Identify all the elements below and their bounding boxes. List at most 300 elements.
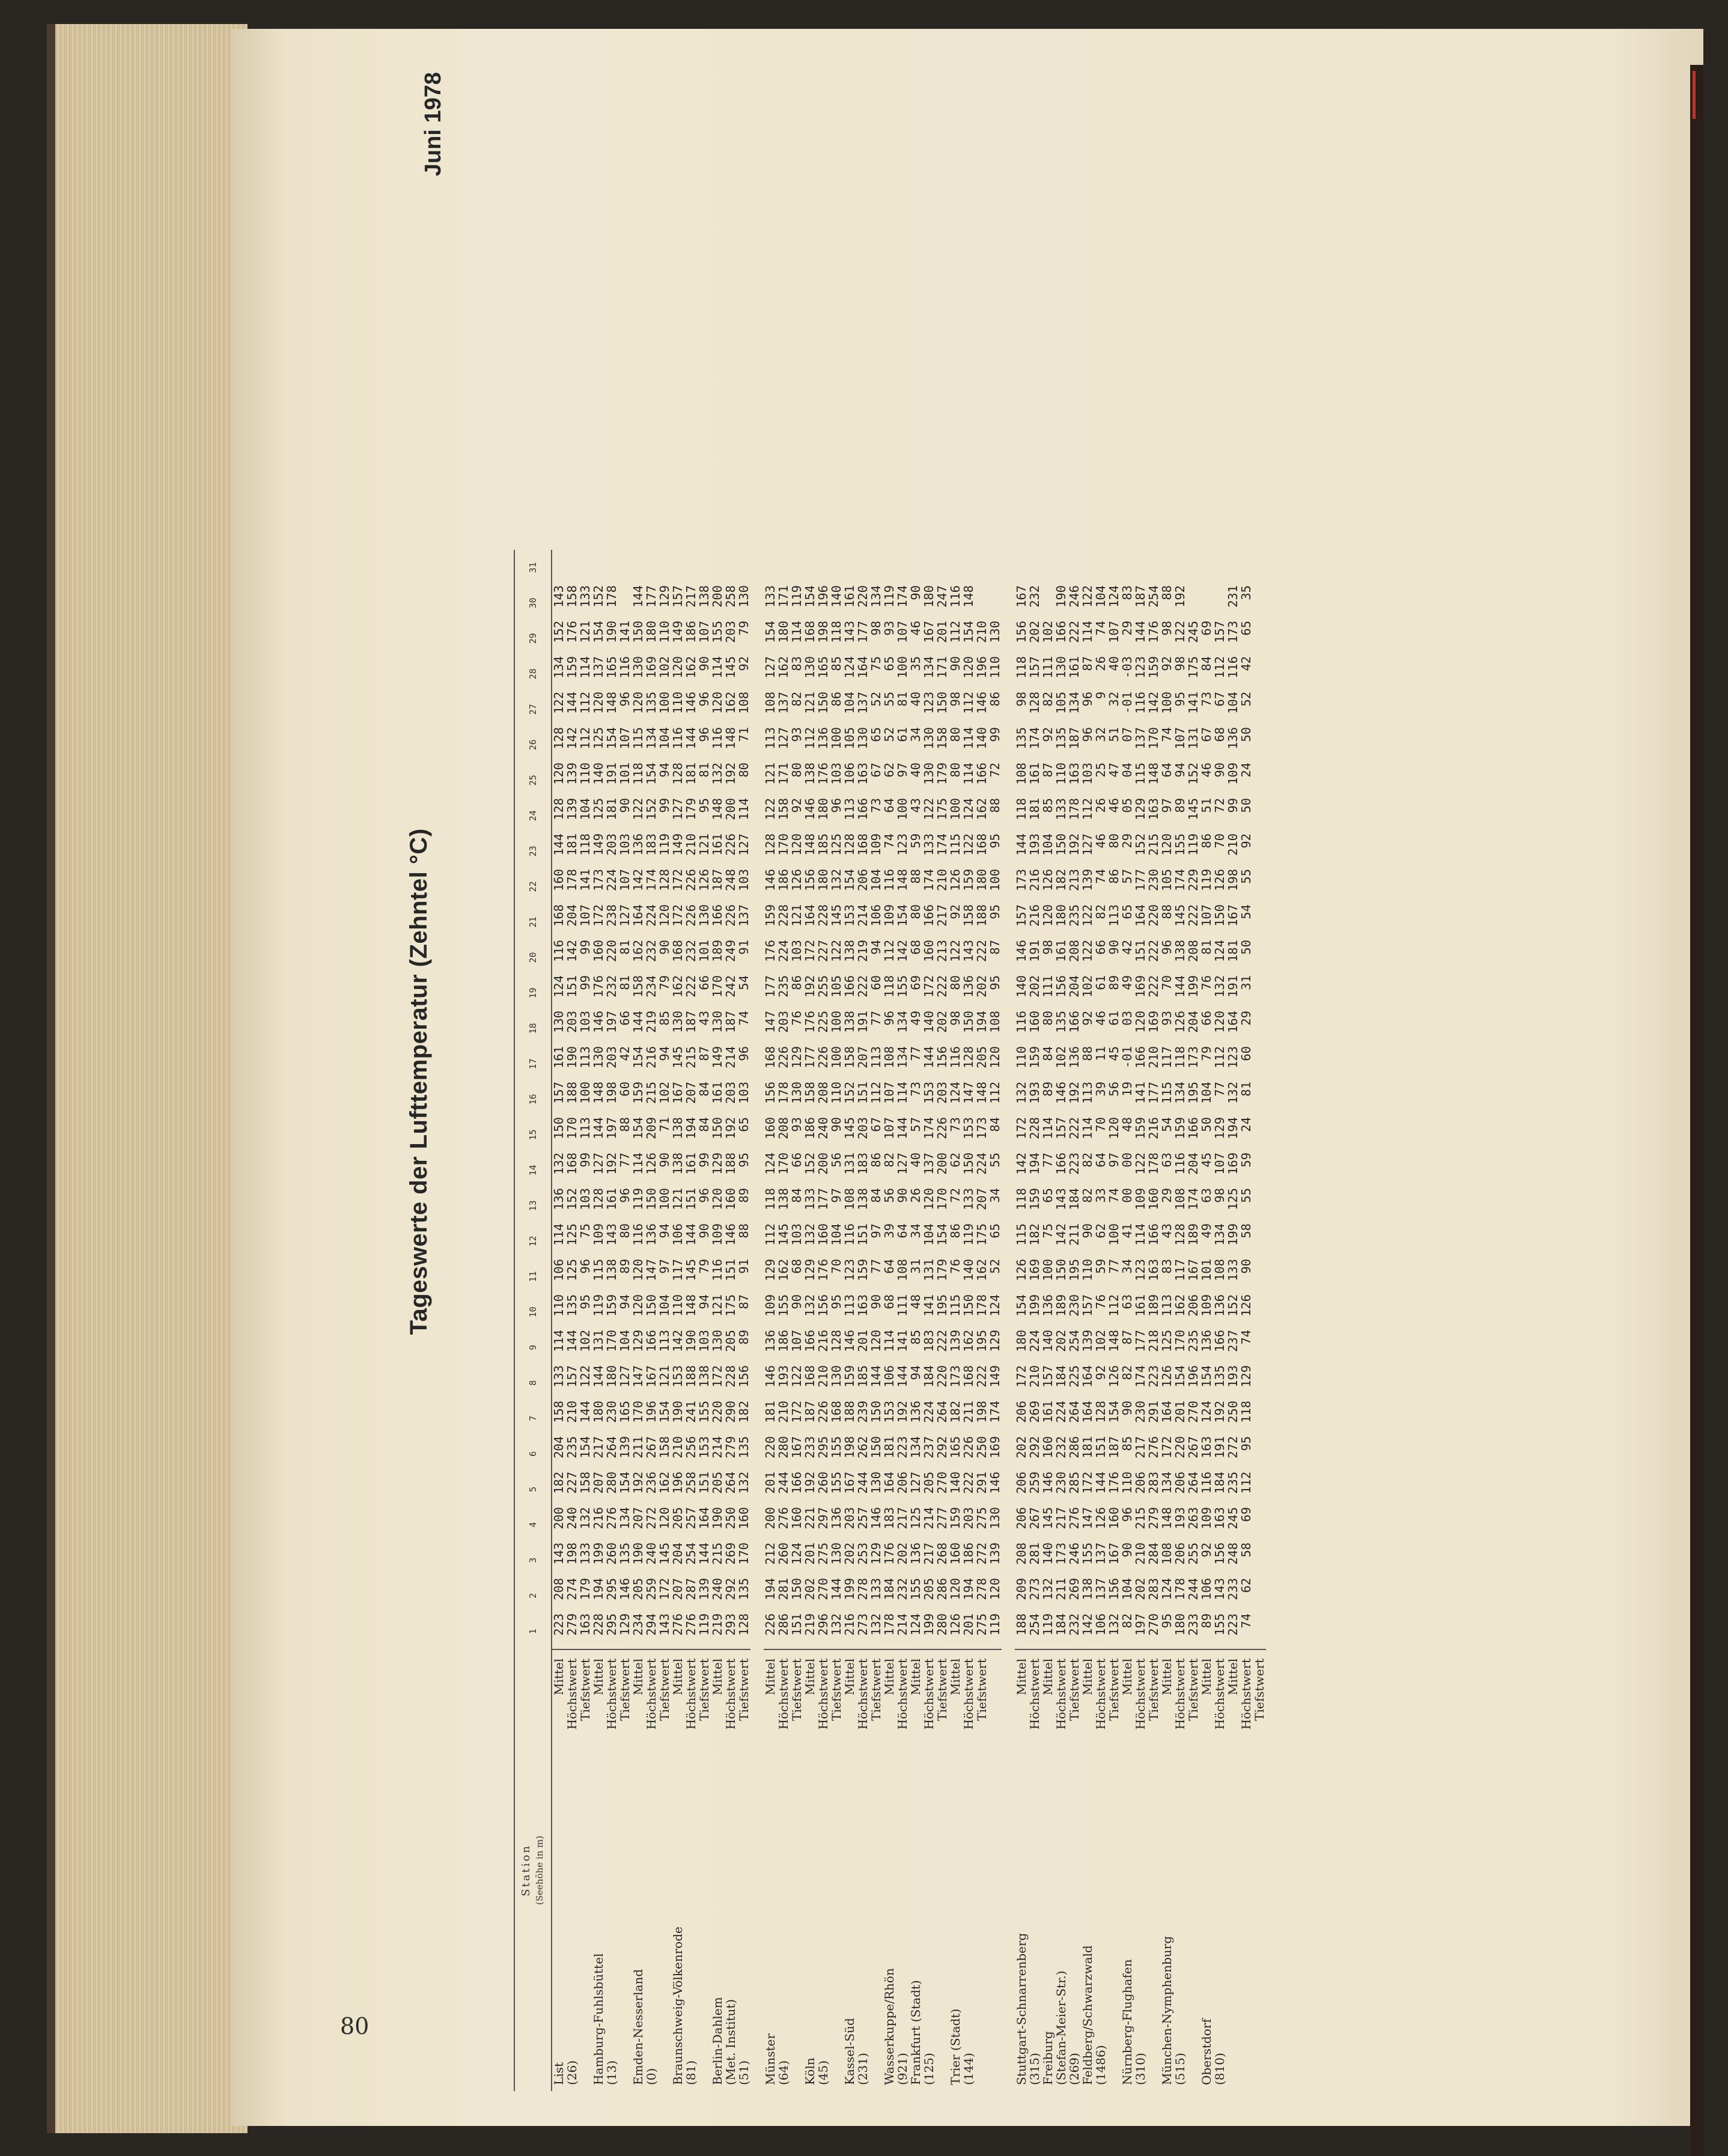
temperature-cell: 245 <box>1226 1507 1240 1530</box>
temperature-cell: 154 <box>631 1117 645 1140</box>
temperature-cell <box>1253 1153 1266 1188</box>
temperature-cell: 175 <box>723 1294 738 1317</box>
temperature-cell: -01 <box>1120 692 1134 714</box>
temperature-cell: 100 <box>829 1046 844 1069</box>
temperature-cell: 146 <box>842 1330 857 1353</box>
temperature-cell: 176 <box>1146 621 1161 644</box>
temperature-cell: 134 <box>552 656 566 679</box>
temperature-cell: 156 <box>1107 1578 1121 1601</box>
temperature-cell: 81 <box>895 692 910 707</box>
temperature-cell: 197 <box>604 1117 619 1140</box>
temperature-cell: 154 <box>1107 1401 1121 1424</box>
temperature-cell: 46 <box>1199 763 1214 778</box>
temperature-cell: 148 <box>710 798 725 821</box>
temperature-cell: 84 <box>789 1188 804 1203</box>
temperature-cell: 152 <box>565 1188 579 1211</box>
temperature-cell: 244 <box>776 1472 791 1494</box>
temperature-cell: 190 <box>631 1542 645 1565</box>
temperature-cell: 92 <box>948 904 963 919</box>
temperature-cell: 154 <box>935 1223 949 1246</box>
temperature-cell: 210 <box>1226 833 1240 856</box>
temperature-cell: 157 <box>1041 1365 1055 1388</box>
temperature-cell: 50 <box>1239 798 1253 813</box>
temperature-cell: 142 <box>631 869 645 892</box>
temperature-cell: 112 <box>803 727 817 750</box>
temperature-cell: 160 <box>723 1188 738 1211</box>
station-cell <box>935 1773 949 2091</box>
temperature-cell <box>1253 621 1266 656</box>
temperature-cell: 136 <box>908 1542 923 1565</box>
temperature-cell: 192 <box>895 1401 910 1424</box>
temperature-cell: 295 <box>604 1578 619 1601</box>
temperature-cell: 97 <box>657 1259 672 1274</box>
value-type-cell: Mittel <box>803 1649 817 1773</box>
temperature-cell: 198 <box>842 1436 857 1459</box>
temperature-cell: 151 <box>697 1472 711 1494</box>
temperature-cell: 177 <box>1133 869 1148 892</box>
temperature-cell: 116 <box>1199 1472 1214 1494</box>
temperature-cell <box>962 550 975 585</box>
temperature-cell: 267 <box>1027 1507 1042 1530</box>
temperature-cell: 95 <box>988 975 1002 990</box>
temperature-cell: 106 <box>869 904 883 927</box>
temperature-cell: 161 <box>710 833 725 856</box>
temperature-cell: 48 <box>908 1294 923 1309</box>
table-row <box>1213 550 1226 2091</box>
temperature-cell: 210 <box>975 621 989 644</box>
temperature-cell: 50 <box>1239 727 1253 742</box>
temperature-cell: 160 <box>922 940 936 963</box>
temperature-cell <box>1187 585 1200 621</box>
temperature-cell: 276 <box>776 1507 791 1530</box>
table-row <box>764 550 777 2091</box>
temperature-cell: 124 <box>842 656 857 679</box>
temperature-cell: 128 <box>1173 1223 1187 1246</box>
temperature-cell: 186 <box>776 1330 791 1353</box>
temperature-cell: 07 <box>1120 727 1134 742</box>
temperature-cell: 146 <box>1054 1082 1068 1104</box>
temperature-cell: 216 <box>1027 869 1042 892</box>
temperature-cell: 154 <box>1014 1294 1029 1317</box>
temperature-cell: 122 <box>789 1365 804 1388</box>
temperature-cell: 155 <box>710 621 725 644</box>
temperature-cell: 145 <box>723 656 738 679</box>
temperature-cell: 189 <box>1146 1294 1161 1317</box>
temperature-cell: 67 <box>869 1117 883 1132</box>
temperature-cell: 54 <box>1239 904 1253 919</box>
temperature-cell: 126 <box>1014 1259 1029 1282</box>
temperature-cell: 180 <box>922 585 936 608</box>
temperature-cell: 104 <box>1094 585 1108 608</box>
temperature-cell: 76 <box>948 1259 963 1274</box>
temperature-cell: 129 <box>763 1259 777 1282</box>
temperature-cell: 74 <box>1107 1188 1121 1203</box>
temperature-cell: 187 <box>710 869 725 892</box>
temperature-cell: 207 <box>631 1507 645 1530</box>
temperature-cell: 144 <box>631 585 645 608</box>
temperature-cell: 126 <box>1041 869 1055 892</box>
temperature-cell: 102 <box>1041 621 1055 644</box>
temperature-cell: 234 <box>631 1613 645 1636</box>
temperature-cell: 180 <box>816 798 830 821</box>
temperature-cell: 177 <box>856 621 870 644</box>
temperature-cell: 191 <box>1212 1436 1227 1459</box>
temperature-cell: 145 <box>829 904 844 927</box>
temperature-cell: 103 <box>578 1188 592 1211</box>
temperature-cell: 82 <box>1120 1365 1134 1380</box>
temperature-cell <box>1213 585 1226 621</box>
temperature-cell: 206 <box>1014 1472 1029 1494</box>
temperature-cell: 156 <box>1014 621 1029 644</box>
temperature-cell: 247 <box>935 585 949 608</box>
temperature-cell: 93 <box>882 621 896 636</box>
temperature-cell: 129 <box>869 1542 883 1565</box>
temperature-cell: 133 <box>1054 798 1068 821</box>
temperature-cell: 184 <box>1067 1188 1082 1211</box>
temperature-cell <box>1107 550 1121 585</box>
temperature-cell: 228 <box>1027 1117 1042 1140</box>
temperature-cell: 89 <box>737 1188 751 1203</box>
temperature-cell: 210 <box>1027 1365 1042 1388</box>
table-row <box>883 550 896 2091</box>
temperature-cell: 182 <box>1054 869 1068 892</box>
temperature-cell: 119 <box>631 1188 645 1211</box>
table-row <box>869 550 883 2091</box>
temperature-cell: 184 <box>1212 1472 1227 1494</box>
temperature-cell: 132 <box>737 1472 751 1494</box>
temperature-cell: 35 <box>1239 585 1253 600</box>
temperature-cell: 158 <box>961 904 976 927</box>
temperature-cell: 182 <box>948 1401 963 1424</box>
temperature-cell: 128 <box>829 1330 844 1353</box>
temperature-cell <box>975 585 988 621</box>
temperature-cell: 97 <box>895 763 910 778</box>
station-cell: List <box>552 2062 566 2085</box>
temperature-cell: 120 <box>869 1330 883 1353</box>
temperature-cell: 98 <box>1173 656 1187 671</box>
temperature-cell: 148 <box>604 692 619 714</box>
temperature-cell: 130 <box>552 1011 566 1034</box>
temperature-cell: 151 <box>684 1188 698 1211</box>
temperature-cell: 66 <box>789 1153 804 1168</box>
temperature-cell: 62 <box>882 763 896 778</box>
temperature-cell: 130 <box>697 904 711 927</box>
temperature-cell: 209 <box>644 1117 659 1140</box>
temperature-cell: 94 <box>657 1046 672 1061</box>
group-spacer <box>1002 550 1015 2091</box>
temperature-cell: 158 <box>657 1436 672 1459</box>
temperature-cell: 193 <box>1226 1365 1240 1388</box>
temperature-cell: 98 <box>869 621 883 636</box>
table-row <box>1094 550 1107 2091</box>
temperature-cell <box>830 550 843 585</box>
temperature-cell: 140 <box>948 1472 963 1494</box>
header-row <box>514 550 552 2091</box>
temperature-cell: 87 <box>737 1294 751 1309</box>
temperature-cell <box>909 550 922 585</box>
temperature-cell: 270 <box>935 1472 949 1494</box>
temperature-cell: 155 <box>1212 1613 1227 1636</box>
temperature-cell: 73 <box>948 1117 963 1132</box>
temperature-cell: 137 <box>776 692 791 714</box>
temperature-cell: 92 <box>1094 1365 1108 1380</box>
temperature-cell: 114 <box>710 656 725 679</box>
temperature-cell: 198 <box>816 621 830 644</box>
temperature-cell: 96 <box>1080 692 1095 707</box>
value-type-cell <box>988 1649 1002 1773</box>
temperature-cell: 83 <box>1160 1259 1174 1274</box>
temperature-cell: 196 <box>975 656 989 679</box>
temperature-cell: 76 <box>789 1011 804 1026</box>
station-cell <box>869 1773 883 2091</box>
temperature-cell: 166 <box>1133 1046 1148 1069</box>
temperature-cell: 215 <box>644 1082 659 1104</box>
table-row <box>803 550 817 2091</box>
temperature-cell: 176 <box>591 975 606 998</box>
temperature-cell: 178 <box>975 1294 989 1317</box>
temperature-cell <box>579 550 592 585</box>
temperature-cell: 152 <box>552 621 566 644</box>
temperature-cell: 90 <box>657 1153 672 1168</box>
temperature-cell: 144 <box>895 1117 910 1140</box>
temperature-cell: 167 <box>1107 1542 1121 1565</box>
temperature-cell: 235 <box>1226 1472 1240 1494</box>
temperature-cell: 58 <box>1239 1223 1253 1238</box>
temperature-cell: 154 <box>657 1401 672 1424</box>
temperature-cell: 155 <box>829 1472 844 1494</box>
temperature-cell: 211 <box>631 1436 645 1459</box>
temperature-cell: 68 <box>882 1294 896 1309</box>
temperature-cell: 55 <box>882 692 896 707</box>
temperature-cell: 150 <box>789 1578 804 1601</box>
temperature-cell: 120 <box>710 1188 725 1211</box>
temperature-cell: 34 <box>908 727 923 742</box>
temperature-cell: 195 <box>1186 1082 1200 1104</box>
temperature-cell: 139 <box>565 798 579 821</box>
temperature-cell: 152 <box>842 1082 857 1104</box>
temperature-cell: 150 <box>644 1294 659 1317</box>
table-row <box>671 550 684 2091</box>
temperature-cell: 100 <box>657 1188 672 1211</box>
temperature-cell: 168 <box>856 833 870 856</box>
value-type-cell: Höchstwert <box>724 1649 737 1773</box>
temperature-cell: 166 <box>975 763 989 785</box>
temperature-cell: 112 <box>1212 1046 1227 1069</box>
temperature-cell: 167 <box>671 1082 685 1104</box>
temperature-cell: 90 <box>1080 1223 1095 1238</box>
temperature-cell: 79 <box>657 975 672 990</box>
temperature-cell: 32 <box>1107 692 1121 707</box>
temperature-cell: 139 <box>1080 869 1095 892</box>
temperature-cell: 259 <box>644 1578 659 1601</box>
temperature-cell: 170 <box>737 1542 751 1565</box>
temperature-cell: 287 <box>684 1578 698 1601</box>
temperature-cell: 154 <box>1173 1365 1187 1388</box>
temperature-cell: 191 <box>856 1011 870 1034</box>
temperature-cell: 182 <box>1027 1223 1042 1246</box>
temperature-cell: 174 <box>1186 1188 1200 1211</box>
temperature-cell: 69 <box>1239 1507 1253 1522</box>
temperature-cell: 52 <box>869 692 883 707</box>
temperature-cell: 202 <box>1014 1436 1029 1459</box>
temperature-cell: 150 <box>1212 904 1227 927</box>
table-header <box>514 550 552 2091</box>
temperature-cell: 220 <box>935 1365 949 1388</box>
temperature-cell: 206 <box>895 1472 910 1494</box>
temperature-cell: 133 <box>869 1578 883 1601</box>
temperature-cell: 114 <box>578 656 592 679</box>
temperature-cell: 55 <box>1239 1188 1253 1203</box>
day-header: 30 <box>514 585 552 621</box>
temperature-cell: 43 <box>697 1011 711 1026</box>
temperature-cell: 66 <box>697 975 711 990</box>
temperature-cell: 163 <box>1067 763 1082 785</box>
temperature-cell: 114 <box>1080 1117 1095 1140</box>
temperature-cell: 96 <box>618 692 632 707</box>
temperature-cell: 197 <box>1133 1613 1148 1636</box>
temperature-cell: 226 <box>776 1046 791 1069</box>
temperature-cell: 224 <box>604 869 619 892</box>
temperature-cell: 222 <box>1067 621 1082 644</box>
temperature-cell: 202 <box>842 1542 857 1565</box>
temperature-cell <box>1253 1294 1266 1330</box>
temperature-cell: 117 <box>671 1259 685 1282</box>
temperature-cell: 163 <box>856 1294 870 1317</box>
value-type-cell: Mittel <box>1226 1649 1240 1773</box>
temperature-cell: 130 <box>631 656 645 679</box>
temperature-cell: 120 <box>552 763 566 785</box>
temperature-cell: 206 <box>1186 1294 1200 1317</box>
temperature-cell: 177 <box>644 585 659 608</box>
temperature-cell: 175 <box>1186 656 1200 679</box>
temperature-cell: 140 <box>1041 1542 1055 1565</box>
temperature-cell: 144 <box>1133 621 1148 644</box>
temperature-cell: 106 <box>882 1365 896 1388</box>
temperature-cell: 275 <box>816 1542 830 1565</box>
temperature-cell: 68 <box>1212 727 1227 742</box>
temperature-cell: 160 <box>1146 1188 1161 1211</box>
temperature-cell: 174 <box>644 869 659 892</box>
temperature-cell: 113 <box>869 1046 883 1069</box>
temperature-cell: 194 <box>591 1578 606 1601</box>
temperature-cell: 165 <box>604 656 619 679</box>
temperature-cell: 172 <box>789 1401 804 1424</box>
temperature-cell: 119 <box>1041 1613 1055 1636</box>
temperature-cell: 114 <box>1133 1223 1148 1246</box>
temperature-cell: 159 <box>1173 1117 1187 1140</box>
temperature-cell: 210 <box>671 1436 685 1459</box>
temperature-cell: 71 <box>737 727 751 742</box>
temperature-cell: 161 <box>1067 656 1082 679</box>
temperature-cell: 258 <box>684 1472 698 1494</box>
station-cell <box>988 1773 1002 2091</box>
temperature-cell: 99 <box>578 975 592 990</box>
temperature-cell <box>565 550 579 585</box>
day-header: 31 <box>514 550 552 585</box>
temperature-cell: 257 <box>856 1507 870 1530</box>
temperature-cell <box>803 550 817 585</box>
temperature-cell: 192 <box>1067 833 1082 856</box>
temperature-cell: 92 <box>1160 656 1174 671</box>
temperature-cell: 84 <box>697 1082 711 1097</box>
temperature-cell: 159 <box>948 1507 963 1530</box>
table-row <box>896 550 909 2091</box>
temperature-cell <box>843 550 856 585</box>
temperature-cell: 190 <box>684 1330 698 1353</box>
temperature-cell: 141 <box>1186 692 1200 714</box>
temperature-cell: 178 <box>1173 1578 1187 1601</box>
temperature-cell: 159 <box>1027 1046 1042 1069</box>
temperature-cell: 170 <box>710 975 725 998</box>
temperature-cell: 51 <box>1107 727 1121 742</box>
temperature-cell: 90 <box>869 1294 883 1309</box>
temperature-cell: 96 <box>697 727 711 742</box>
temperature-cell: 99 <box>657 798 672 813</box>
temperature-cell: 75 <box>578 1223 592 1238</box>
temperature-cell: 126 <box>1107 1365 1121 1388</box>
temperature-cell: 151 <box>1094 1436 1108 1459</box>
temperature-cell: 115 <box>948 1294 963 1317</box>
temperature-cell: 89 <box>737 1330 751 1345</box>
temperature-cell: 74 <box>1239 1330 1253 1345</box>
temperature-cell: 154 <box>961 621 976 644</box>
temperature-cell: 32 <box>1094 727 1108 742</box>
temperature-cell: 134 <box>644 727 659 750</box>
temperature-cell: 139 <box>565 763 579 785</box>
temperature-cell: 154 <box>763 621 777 644</box>
temperature-cell: 191 <box>604 763 619 785</box>
temperature-cell: 150 <box>710 1117 725 1140</box>
temperature-cell: 118 <box>882 975 896 998</box>
temperature-cell <box>1173 550 1187 585</box>
temperature-cell: 268 <box>935 1542 949 1565</box>
temperature-cell: 158 <box>935 727 949 750</box>
temperature-cell: 146 <box>723 1223 738 1246</box>
temperature-cell: 224 <box>776 940 791 963</box>
temperature-cell: 143 <box>1212 1578 1227 1601</box>
temperature-cell: 79 <box>1199 1046 1214 1061</box>
temperature-cell: 126 <box>1212 869 1227 892</box>
temperature-cell: 260 <box>776 1542 791 1565</box>
temperature-table <box>514 550 1266 2091</box>
temperature-cell: 64 <box>882 1259 896 1274</box>
temperature-cell: 123 <box>842 1259 857 1282</box>
temperature-cell: 145 <box>1186 798 1200 821</box>
temperature-cell: 100 <box>657 692 672 714</box>
temperature-cell: 160 <box>763 1117 777 1140</box>
temperature-cell: 108 <box>882 1046 896 1069</box>
temperature-cell: 145 <box>842 1117 857 1140</box>
temperature-cell: 92 <box>1239 833 1253 848</box>
temperature-cell: 276 <box>1146 1436 1161 1459</box>
temperature-cell: 116 <box>882 869 896 892</box>
temperature-cell: 149 <box>591 833 606 856</box>
temperature-cell: 31 <box>1239 975 1253 990</box>
temperature-cell: 130 <box>591 1046 606 1069</box>
temperature-cell: 113 <box>1160 1294 1174 1317</box>
temperature-cell: 186 <box>776 869 791 892</box>
temperature-cell: 180 <box>1014 1330 1029 1353</box>
temperature-cell: 226 <box>935 1117 949 1140</box>
temperature-cell: 147 <box>961 1082 976 1104</box>
temperature-cell: 132 <box>1107 1613 1121 1636</box>
temperature-cell: 199 <box>922 1613 936 1636</box>
temperature-cell: 95 <box>697 798 711 813</box>
temperature-cell: 42 <box>1239 656 1253 671</box>
temperature-cell: 64 <box>895 1223 910 1238</box>
temperature-cell: 178 <box>776 1082 791 1104</box>
temperature-cell: 138 <box>697 585 711 608</box>
